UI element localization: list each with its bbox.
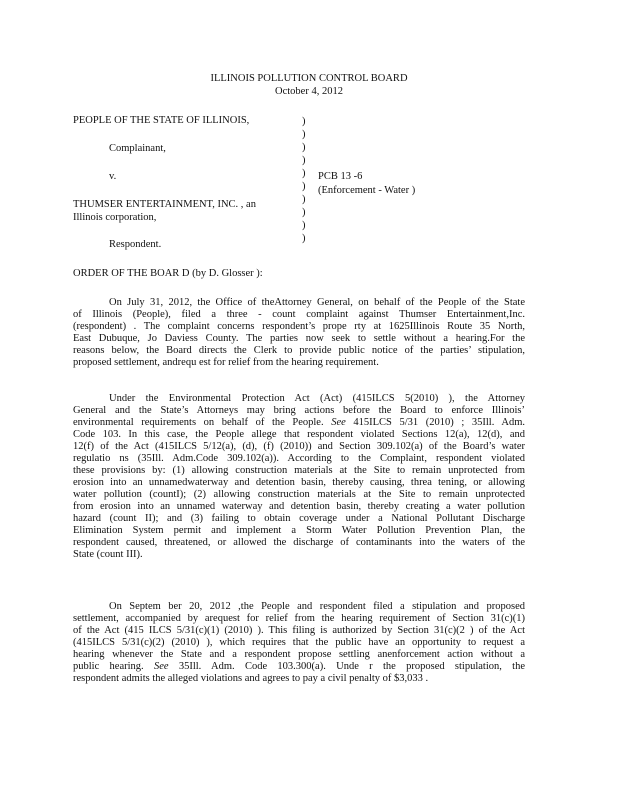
caption-paren: ) xyxy=(302,129,306,140)
respondent-name-line2: Illinois corporation, xyxy=(73,212,157,223)
caption-paren: ) xyxy=(302,207,306,218)
paragraph-3-line: (415ILCS 5/31(c)(2) (2010) ), which requires that the public have an opportunity to request a xyxy=(73,637,525,648)
paragraph-2-line: hazard (count II); and (3) failing to obtain coverage under a National Pollutant Discharge xyxy=(73,513,525,524)
paragraph-2-line: respondent caused, threatened, or allowed the discharge of contaminants into the waters of the xyxy=(73,537,525,548)
paragraph-1-line: On July 31, 2012, the Office of theAttorney General, on behalf of the People of the State xyxy=(109,297,525,308)
paragraph-1-line: proposed settlement, andrequ est for relief from the hearing requirement. xyxy=(73,357,379,368)
order-date: October 4, 2012 xyxy=(275,86,343,97)
paragraph-2-line: Under the Environmental Protection Act (Act) (415ILCS 5(2010) ), the Attorney xyxy=(109,393,525,404)
paragraph-3-line: public hearing. See 35Ill. Adm. Code 103.300(a). Unde r the proposed stipulation, the xyxy=(73,661,525,672)
paragraph-2-line: from erosion into an unnamed waterway and detention basin, thereby creating a water pollution xyxy=(73,501,525,512)
versus-label: v. xyxy=(109,171,117,182)
citation-signal: See xyxy=(153,661,169,672)
plaintiff-name: PEOPLE OF THE STATE OF ILLINOIS, xyxy=(73,115,250,126)
paragraph-3-line: of the Act (415 ILCS 5/31(c)(1) (2010) ). This filing is authorized by Section 31(c)(2 ) of the Act xyxy=(73,625,525,636)
paragraph-1-line: of Illinois (People), filed a three - count complaint against Thumser Entertainment,Inc. xyxy=(73,309,525,320)
paragraph-2-line: environmental requirements on behalf of the People. See 415ILCS 5/31 (2010) ; 35Ill. Adm. xyxy=(73,417,525,428)
caption-paren: ) xyxy=(302,233,306,244)
paragraph-2-line: 12(f) of the Act (415ILCS 5/12(a), (d), (f) (2010)) and Section 309.102(a) of the Board’s water xyxy=(73,441,525,452)
paragraph-2-line: regulatio ns (35Ill. Adm.Code 309.102(a)). According to the Complaint, respondent violated xyxy=(73,453,525,464)
order-heading: ORDER OF THE BOAR D (by D. Glosser ): xyxy=(73,268,263,279)
caption-paren: ) xyxy=(302,116,306,127)
respondent-label: Respondent. xyxy=(109,239,162,250)
paragraph-3-line: hearing whenever the State and a respondent propose settling anenforcement action without a xyxy=(73,649,525,660)
caption-paren: ) xyxy=(302,220,306,231)
caption-paren: ) xyxy=(302,142,306,153)
case-number: PCB 13 -6 xyxy=(318,171,363,182)
board-title: ILLINOIS POLLUTION CONTROL BOARD xyxy=(210,73,408,84)
respondent-name-line1: THUMSER ENTERTAINMENT, INC. , an xyxy=(73,199,256,210)
caption-paren: ) xyxy=(302,194,306,205)
paragraph-2-line: State (count III). xyxy=(73,549,143,560)
paragraph-2-line: Elimination System permit and implement a Storm Water Pollution Prevention Plan, the xyxy=(73,525,525,536)
paragraph-2-line: these provisions by: (1) allowing construction materials at the Site to remain unprotected from xyxy=(73,465,525,476)
caption-paren: ) xyxy=(302,155,306,166)
paragraph-2-line: erosion into an unnamedwaterway and detention basin, thereby causing, threa tening, or allowing xyxy=(73,477,525,488)
caption-paren: ) xyxy=(302,181,306,192)
paragraph-2-line: water pollution (countI); (2) allowing construction materials at the Site to remain unprotected xyxy=(73,489,525,500)
paragraph-1-line: reasons below, the Board directs the Clerk to provide public notice of the parties’ stipulation, xyxy=(73,345,525,356)
caption-parentheses xyxy=(302,115,310,245)
paragraph-2-line: Code 103. In this case, the People allege that respondent violated Sections 12(a), 12(d), and xyxy=(73,429,525,440)
complainant-label: Complainant, xyxy=(109,143,166,154)
paragraph-3-line: settlement, accompanied by arequest for relief from the hearing requirement of Section 31(c)(1) xyxy=(73,613,525,624)
paragraph-3-line: respondent admits the alleged violations and agrees to pay a civil penalty of $3,033 . xyxy=(73,673,429,684)
citation-signal: See xyxy=(331,417,346,428)
paragraph-1-line: East Dubuque, Jo Daviess County. The parties now seek to settle without a hearing.For the xyxy=(73,333,525,344)
paragraph-1-line: (respondent) . The complaint concerns respondent’s prope rty at 1625Illinois Route 35 North, xyxy=(73,321,525,332)
paragraph-2-line: General and the State’s Attorneys may bring actions before the Board to enforce Illinois’ xyxy=(73,405,525,416)
caption-paren: ) xyxy=(302,168,306,179)
case-type: (Enforcement - Water ) xyxy=(318,185,416,196)
paragraph-3-line: On Septem ber 20, 2012 ,the People and respondent filed a stipulation and proposed xyxy=(109,601,525,612)
